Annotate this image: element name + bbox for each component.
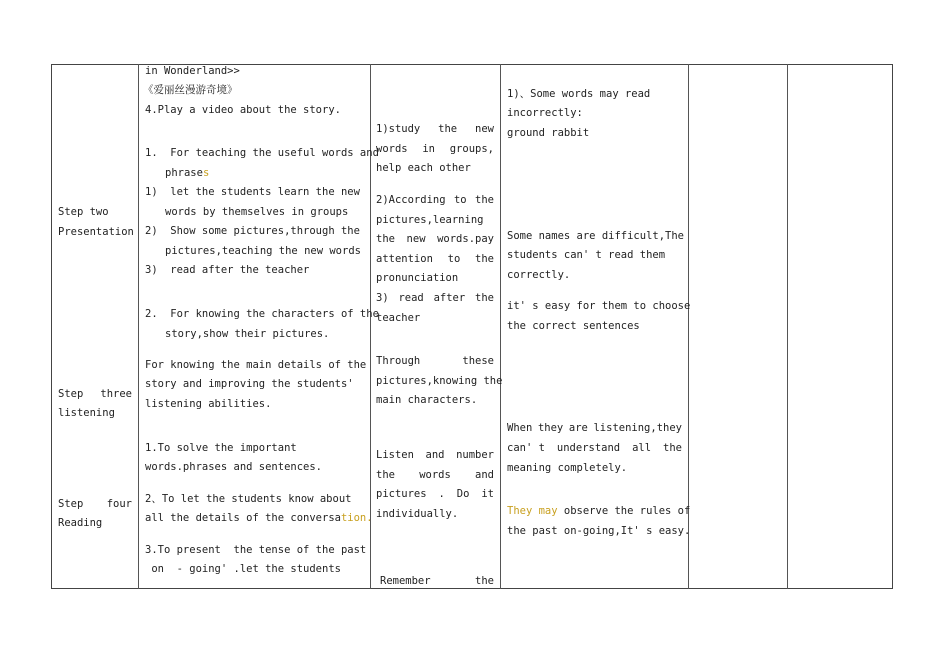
note-word: the bbox=[663, 442, 682, 454]
note-line: correctly. bbox=[507, 269, 571, 281]
student-word: the bbox=[376, 469, 395, 481]
student-word: the bbox=[438, 123, 458, 135]
activity-line: 1.To solve the important bbox=[145, 442, 297, 454]
student-word: 1)study bbox=[376, 123, 421, 135]
step-two-title: Presentation bbox=[58, 226, 134, 238]
note-line: meaning completely. bbox=[507, 462, 628, 474]
student-line: help each other bbox=[376, 162, 471, 174]
student-word: words.pay bbox=[437, 233, 494, 245]
student-word: Through bbox=[376, 355, 421, 367]
student-word: number bbox=[456, 449, 494, 461]
step-two-label: Step two bbox=[58, 206, 109, 218]
note-word: can' t bbox=[507, 442, 545, 454]
student-word: in bbox=[422, 143, 435, 155]
student-word: it bbox=[481, 488, 494, 500]
student-word: these bbox=[462, 355, 494, 367]
student-word: to bbox=[447, 253, 461, 265]
note-word: are bbox=[568, 422, 588, 434]
column-divider bbox=[138, 64, 139, 589]
note-line: students can' t read them bbox=[507, 249, 666, 261]
step-three-number: three bbox=[100, 388, 132, 400]
student-word: 3) bbox=[376, 292, 389, 304]
activity-line: on - going' .let the students bbox=[145, 563, 341, 575]
step-three-label: Step bbox=[58, 388, 84, 400]
activity-line: 3.To present the tense of the past bbox=[145, 544, 367, 556]
student-word: the bbox=[475, 292, 494, 304]
student-line: teacher bbox=[376, 312, 421, 324]
step-four-label: Step bbox=[58, 498, 84, 510]
note-line: 1)、Some words may read bbox=[507, 88, 651, 100]
activity-line: pictures,teaching the new words bbox=[165, 245, 361, 257]
student-word: Remember bbox=[380, 575, 431, 587]
student-word: words bbox=[376, 143, 408, 155]
activity-line: in Wonderland>> bbox=[145, 65, 240, 77]
note-line: ground rabbit bbox=[507, 127, 590, 139]
activity-line: all the details of the conversation. bbox=[145, 512, 373, 524]
note-word: they bbox=[537, 422, 564, 434]
student-line: pictures,knowing the bbox=[376, 375, 503, 387]
activity-line: story,show their pictures. bbox=[165, 328, 330, 340]
note-word: listening,they bbox=[593, 422, 682, 434]
activity-line: 《爱丽丝漫游奇境》 bbox=[143, 84, 238, 96]
student-word: attention bbox=[376, 253, 433, 265]
student-word: words bbox=[419, 469, 451, 481]
activity-line: For knowing the main details of the bbox=[145, 359, 367, 371]
note-word: When bbox=[507, 422, 533, 434]
activity-line: 2) Show some pictures,through the bbox=[145, 225, 360, 237]
student-word: the bbox=[475, 194, 494, 206]
step-three-title: listening bbox=[58, 407, 115, 419]
student-word: new bbox=[475, 123, 494, 135]
note-line: the past on-going,It' s easy. bbox=[507, 525, 691, 537]
note-line: it' s easy for them to choose bbox=[507, 300, 691, 312]
note-line: They may observe the rules of bbox=[507, 505, 691, 517]
activity-line: 1) let the students learn the new bbox=[145, 186, 360, 198]
student-word: Listen bbox=[376, 449, 414, 461]
student-word: the bbox=[376, 233, 395, 245]
note-line: incorrectly: bbox=[507, 107, 583, 119]
step-four-number: four bbox=[106, 498, 132, 510]
note-word: understand bbox=[556, 442, 621, 454]
empty-cell bbox=[689, 65, 786, 588]
activity-line: 2、To let the students know about bbox=[145, 493, 352, 505]
student-line: pictures,learning bbox=[376, 214, 484, 226]
step-four-title: Reading bbox=[58, 517, 103, 529]
activity-line: 1. For teaching the useful words and bbox=[145, 147, 379, 159]
student-word: groups, bbox=[449, 143, 494, 155]
student-line: pronunciation bbox=[376, 272, 459, 284]
student-word: Do bbox=[456, 488, 470, 500]
student-line: individually. bbox=[376, 508, 459, 520]
student-word: the bbox=[475, 253, 494, 265]
student-word: the bbox=[475, 575, 494, 587]
column-divider bbox=[500, 64, 501, 589]
student-word: and bbox=[425, 449, 445, 461]
student-word: 2)According bbox=[376, 194, 446, 206]
student-word: . bbox=[438, 488, 445, 500]
empty-cell bbox=[788, 65, 892, 588]
activity-line: 2. For knowing the characters of the bbox=[145, 308, 379, 320]
student-word: new bbox=[406, 233, 426, 245]
student-word: read bbox=[398, 292, 424, 304]
student-line: main characters. bbox=[376, 394, 478, 406]
student-word: after bbox=[433, 292, 466, 304]
activity-line: story and improving the students' bbox=[145, 378, 354, 390]
student-word: pictures bbox=[376, 488, 427, 500]
note-word: all bbox=[632, 442, 652, 454]
student-word: to bbox=[453, 194, 467, 206]
activity-line: listening abilities. bbox=[145, 398, 272, 410]
note-line: Some names are difficult,The bbox=[507, 230, 685, 242]
activity-line: 4.Play a video about the story. bbox=[145, 104, 341, 116]
activity-line: words.phrases and sentences. bbox=[145, 461, 323, 473]
activity-line: words by themselves in groups bbox=[165, 206, 349, 218]
activity-line: 3) read after the teacher bbox=[145, 264, 310, 276]
activity-line: phrases bbox=[165, 167, 210, 179]
note-line: the correct sentences bbox=[507, 320, 640, 332]
student-word: and bbox=[475, 469, 494, 481]
